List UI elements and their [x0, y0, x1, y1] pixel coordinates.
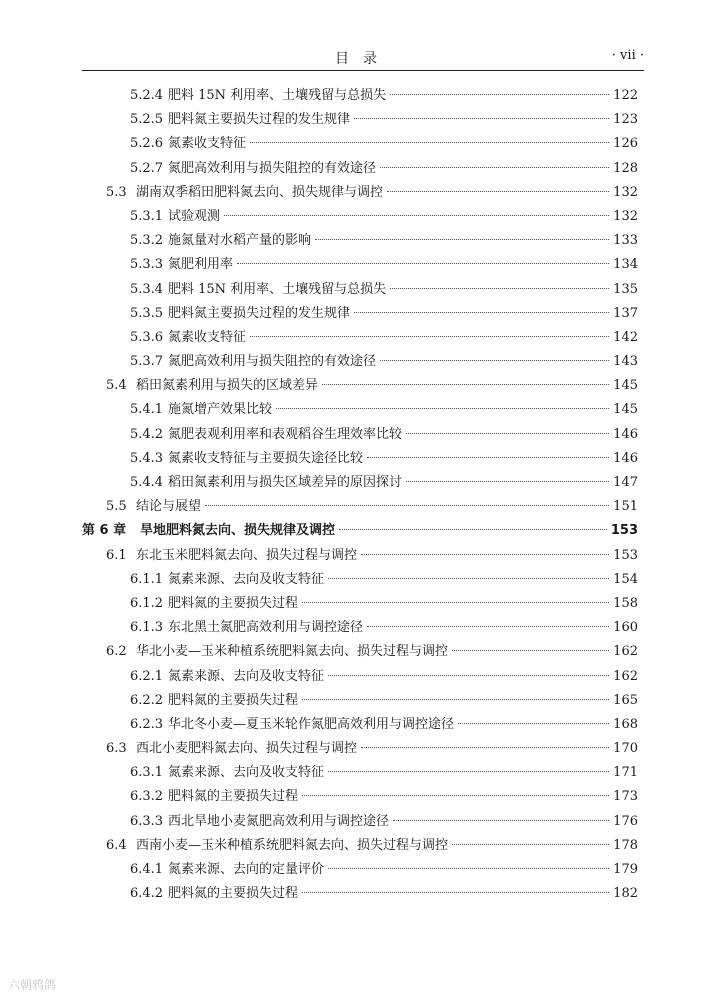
toc-leader-dots — [328, 868, 609, 869]
toc-entry[interactable] — [82, 689, 638, 713]
toc-entry[interactable] — [82, 181, 638, 205]
toc-entry-number: 6.2.3 — [130, 716, 164, 732]
toc-entry-number: 6.1.2 — [130, 595, 164, 611]
toc-entry-number: 5.3.2 — [130, 233, 164, 249]
toc-leader-dots — [237, 263, 609, 264]
toc-leader-dots — [367, 626, 609, 627]
toc-entry[interactable] — [82, 713, 638, 737]
toc-entry[interactable] — [82, 834, 638, 858]
toc-entry-title: 西南小麦—玉米种植系统肥料氮去向、损失过程与调控 — [136, 837, 449, 853]
toc-entry-title: 氮肥利用率 — [168, 257, 234, 273]
toc-entry-page: 168 — [613, 716, 638, 732]
toc-entry[interactable] — [82, 544, 638, 568]
toc-leader-dots — [406, 481, 609, 482]
toc-entry-number: 5.4.4 — [130, 475, 164, 490]
toc-entry-page: 153 — [613, 547, 638, 563]
toc-entry-number: 5.3 — [106, 184, 127, 200]
toc-entry-page: 173 — [613, 789, 638, 805]
watermark: 六朝鸦鸽 — [8, 978, 57, 992]
toc-leader-dots — [390, 94, 609, 95]
toc-entry-number: 5.3.7 — [130, 354, 164, 370]
toc-entry-page: 147 — [613, 475, 638, 490]
toc-entry-number: 5.4 — [106, 378, 127, 394]
toc-entry[interactable] — [82, 882, 638, 906]
toc-leader-dots — [387, 191, 609, 192]
toc-entry-page: 176 — [613, 813, 638, 829]
toc-entry[interactable] — [82, 157, 638, 181]
toc-leader-dots — [315, 239, 609, 240]
toc-entry-number: 5.2.4 — [130, 88, 164, 103]
toc-entry-page: 142 — [613, 329, 638, 345]
toc-entry-number: 5.5 — [106, 499, 127, 515]
toc-leader-dots — [224, 215, 609, 216]
toc-leader-dots — [380, 167, 609, 168]
toc-entry-page: 133 — [613, 233, 638, 249]
toc-entry-number: 5.3.5 — [130, 305, 164, 321]
toc-entry-number: 5.2.6 — [130, 136, 164, 152]
toc-entry-title: 试验观测 — [168, 208, 221, 224]
toc-entry-number: 5.4.1 — [130, 402, 164, 418]
toc-entry-title: 肥料 15N 利用率、土壤残留与总损失 — [168, 281, 387, 297]
toc-entry-number: 6.4.1 — [130, 862, 164, 877]
toc-entry-number: 6.2 — [106, 644, 127, 660]
toc-entry-number: 6.2.2 — [130, 692, 164, 708]
toc-entry[interactable] — [82, 785, 638, 809]
toc-entry-number: 6.3.2 — [130, 789, 164, 805]
toc-entry-number: 6.3.1 — [130, 765, 164, 781]
toc-entry-page: 179 — [613, 862, 638, 877]
toc-entry-number: 5.3.6 — [130, 329, 164, 345]
toc-leader-dots — [328, 675, 609, 676]
toc-leader-dots — [380, 360, 609, 361]
table-of-contents — [82, 84, 638, 906]
toc-entry-page: 182 — [613, 886, 638, 902]
toc-leader-dots — [393, 820, 609, 821]
toc-entry-page: 145 — [613, 402, 638, 418]
toc-entry-page: 145 — [613, 378, 638, 394]
toc-entry-page: 128 — [613, 160, 638, 176]
toc-entry-page: 160 — [613, 620, 638, 636]
toc-entry[interactable] — [82, 374, 638, 398]
toc-leader-dots — [302, 602, 609, 603]
toc-entry-title: 西北小麦肥料氮去向、损失过程与调控 — [136, 741, 358, 757]
toc-entry[interactable] — [82, 471, 638, 495]
toc-entry[interactable] — [82, 737, 638, 761]
toc-entry[interactable] — [82, 592, 638, 616]
toc-leader-dots — [276, 408, 609, 409]
toc-leader-dots — [458, 723, 609, 724]
toc-entry-number: 5.3.1 — [130, 208, 164, 224]
toc-entry-number: 5.4.2 — [130, 426, 164, 442]
toc-leader-dots — [328, 771, 609, 772]
toc-entry-page: 165 — [613, 692, 638, 708]
toc-entry-page: 122 — [613, 88, 638, 103]
toc-leader-dots — [452, 650, 609, 651]
toc-leader-dots — [390, 288, 609, 289]
toc-entry-title: 旱地肥料氮去向、损失规律及调控 — [140, 523, 336, 539]
toc-entry-page: 134 — [613, 257, 638, 273]
toc-entry-title: 施氮量对水稻产量的影响 — [168, 233, 312, 249]
toc-entry-title: 氮肥表观利用率和表观稻谷生理效率比较 — [168, 426, 403, 442]
toc-entry-title: 肥料氮主要损失过程的发生规律 — [168, 112, 351, 128]
toc-entry[interactable] — [82, 302, 638, 326]
toc-entry-page: 132 — [613, 184, 638, 200]
toc-entry-title: 东北玉米肥料氮去向、损失过程与调控 — [136, 547, 358, 563]
toc-entry-number: 第 6 章 — [82, 523, 127, 539]
toc-entry-title: 稻田氮素利用与损失的区域差异 — [136, 378, 319, 394]
toc-entry[interactable] — [82, 84, 638, 108]
toc-entry-number: 5.4.3 — [130, 450, 164, 466]
toc-leader-dots — [452, 844, 609, 845]
toc-entry[interactable] — [82, 423, 638, 447]
toc-entry-number: 6.1 — [106, 547, 127, 563]
toc-entry-title: 氮肥高效利用与损失阻控的有效途径 — [168, 160, 377, 176]
toc-entry[interactable] — [82, 495, 638, 519]
toc-entry[interactable] — [82, 810, 638, 834]
toc-entry-title: 西北旱地小麦氮肥高效利用与调控途径 — [168, 813, 390, 829]
toc-leader-dots — [250, 142, 609, 143]
toc-entry-number: 6.1.3 — [130, 620, 164, 636]
toc-entry-page: 132 — [613, 208, 638, 224]
toc-entry-title: 肥料氮的主要损失过程 — [168, 886, 299, 902]
toc-entry-title: 氮素来源、去向的定量评价 — [168, 862, 325, 877]
toc-entry[interactable] — [82, 640, 638, 664]
toc-leader-dots — [354, 118, 609, 119]
toc-entry-number: 5.2.5 — [130, 112, 164, 128]
toc-entry-page: 154 — [613, 571, 638, 587]
toc-entry-page: 153 — [610, 523, 638, 539]
toc-entry-number: 6.4.2 — [130, 886, 164, 902]
toc-entry[interactable] — [82, 132, 638, 156]
toc-entry-title: 氮肥高效利用与损失阻控的有效途径 — [168, 354, 377, 370]
toc-entry-page: 126 — [613, 136, 638, 152]
toc-entry[interactable] — [82, 447, 638, 471]
toc-leader-dots — [339, 529, 607, 530]
toc-entry-title: 肥料氮主要损失过程的发生规律 — [168, 305, 351, 321]
toc-entry-number: 5.3.3 — [130, 257, 164, 273]
toc-entry-page: 162 — [613, 644, 638, 660]
toc-leader-dots — [205, 505, 609, 506]
toc-leader-dots — [250, 336, 609, 337]
toc-entry[interactable] — [82, 278, 638, 302]
toc-leader-dots — [302, 892, 609, 893]
toc-entry-page: 143 — [613, 354, 638, 370]
toc-entry-page: 162 — [613, 668, 638, 684]
toc-leader-dots — [406, 433, 609, 434]
toc-entry-title: 华北小麦—玉米种植系统肥料氮去向、损失过程与调控 — [136, 644, 449, 660]
toc-entry-title: 湖南双季稻田肥料氮去向、损失规律与调控 — [136, 184, 384, 200]
toc-entry-title: 肥料氮的主要损失过程 — [168, 692, 299, 708]
toc-entry[interactable] — [82, 229, 638, 253]
toc-entry-page: 146 — [613, 450, 638, 466]
toc-leader-dots — [361, 747, 609, 748]
toc-entry-page: 135 — [613, 281, 638, 297]
toc-leader-dots — [361, 554, 609, 555]
toc-entry-number: 6.2.1 — [130, 668, 164, 684]
toc-leader-dots — [328, 578, 609, 579]
toc-entry-page: 123 — [613, 112, 638, 128]
toc-entry[interactable] — [82, 205, 638, 229]
toc-chapter-entry[interactable] — [82, 519, 638, 543]
header-page-number: · vii · — [611, 48, 644, 63]
toc-entry-title: 氮素来源、去向及收支特征 — [168, 571, 325, 587]
toc-entry-number: 6.3 — [106, 741, 127, 757]
toc-entry-title: 稻田氮素利用与损失区域差异的原因探讨 — [168, 475, 403, 490]
toc-entry-page: 178 — [613, 837, 638, 853]
toc-entry[interactable] — [82, 108, 638, 132]
toc-leader-dots — [354, 312, 609, 313]
toc-entry-page: 151 — [613, 499, 638, 515]
toc-entry-number: 6.1.1 — [130, 571, 164, 587]
toc-entry[interactable] — [82, 398, 638, 422]
toc-entry-title: 氮素来源、去向及收支特征 — [168, 765, 325, 781]
toc-entry-number: 5.3.4 — [130, 281, 164, 297]
toc-entry[interactable] — [82, 326, 638, 350]
toc-entry[interactable] — [82, 761, 638, 785]
toc-entry-title: 华北冬小麦—夏玉米轮作氮肥高效利用与调控途径 — [168, 716, 455, 732]
toc-leader-dots — [302, 795, 609, 796]
toc-entry-number: 5.2.7 — [130, 160, 164, 176]
toc-leader-dots — [322, 384, 609, 385]
toc-entry-page: 146 — [613, 426, 638, 442]
toc-entry-title: 施氮增产效果比较 — [168, 402, 273, 418]
toc-entry[interactable] — [82, 568, 638, 592]
toc-entry-page: 137 — [613, 305, 638, 321]
toc-entry-title: 肥料氮的主要损失过程 — [168, 789, 299, 805]
toc-entry[interactable] — [82, 665, 638, 689]
toc-entry-title: 结论与展望 — [136, 499, 202, 515]
toc-entry-title: 肥料氮的主要损失过程 — [168, 595, 299, 611]
toc-leader-dots — [302, 699, 609, 700]
toc-entry-title: 肥料 15N 利用率、土壤残留与总损失 — [168, 88, 387, 103]
toc-entry[interactable] — [82, 616, 638, 640]
toc-entry-title: 氮素收支特征 — [168, 136, 247, 152]
toc-entry-page: 170 — [613, 741, 638, 757]
toc-entry-title: 东北黑土氮肥高效利用与调控途径 — [168, 620, 364, 636]
toc-entry[interactable] — [82, 350, 638, 374]
toc-entry-number: 6.3.3 — [130, 813, 164, 829]
toc-leader-dots — [367, 457, 609, 458]
toc-entry[interactable] — [82, 858, 638, 882]
toc-entry[interactable] — [82, 253, 638, 277]
toc-entry-number: 6.4 — [106, 837, 127, 853]
page-header — [82, 48, 644, 71]
toc-entry-title: 氮素来源、去向及收支特征 — [168, 668, 325, 684]
toc-entry-page: 171 — [613, 765, 638, 781]
toc-entry-title: 氮素收支特征 — [168, 329, 247, 345]
toc-entry-title: 氮素收支特征与主要损失途径比较 — [168, 450, 364, 466]
toc-entry-page: 158 — [613, 595, 638, 611]
header-title: 目录 — [335, 51, 391, 67]
